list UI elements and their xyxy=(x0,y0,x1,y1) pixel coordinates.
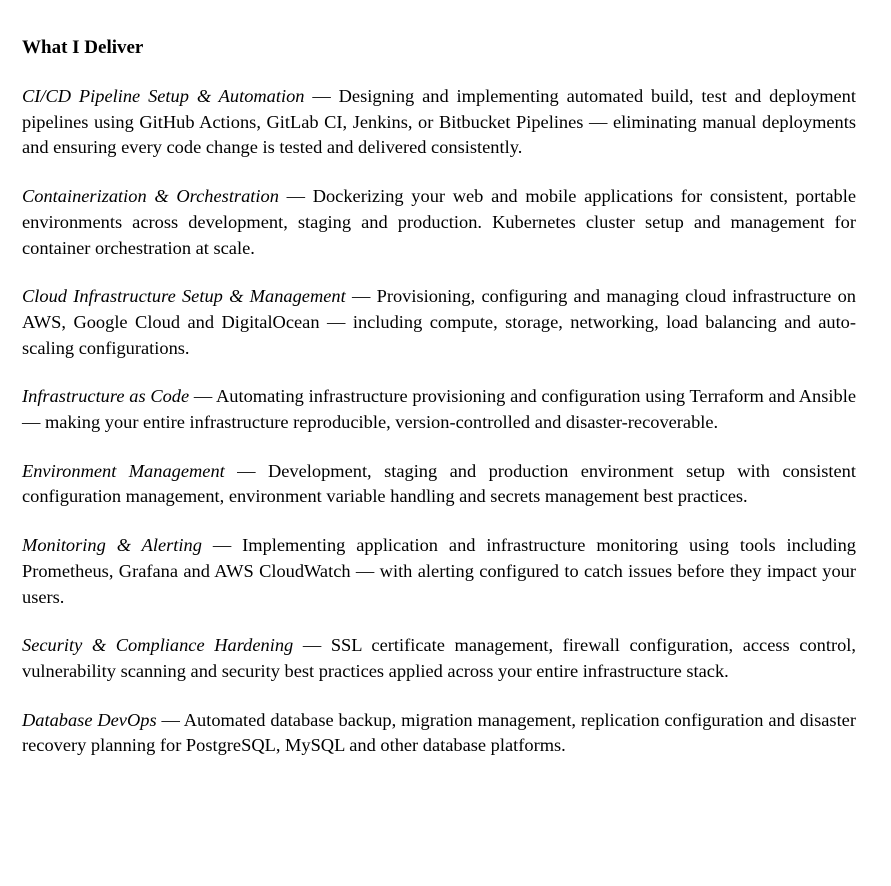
service-paragraph-database-devops xyxy=(22,708,856,759)
service-term: CI/CD Pipeline Setup & Automation xyxy=(22,86,305,106)
service-description: — Automating infrastructure provisioning and configuration using Terraform and Ansible — making your entire infrastructure reproducible, version-controlled and disaster-recoverable. xyxy=(22,386,856,433)
service-paragraph-environment-management xyxy=(22,459,856,510)
service-paragraph-cicd xyxy=(22,84,856,161)
service-description: — Provisioning, configuring and managing cloud infrastructure on AWS, Google Cloud and DigitalOcean — including compute, storage, networking, load balancing and auto-scaling configurations. xyxy=(22,286,856,358)
service-description: — Designing and implementing automated build, test and deployment pipelines using GitHub Actions, GitLab CI, Jenkins, or Bitbucket Pipelines — eliminating manual deployments and ensuring every code change is tested and delivered consistently. xyxy=(22,86,856,158)
service-description: — Development, staging and production environment setup with consistent configuration management, environment variable handling and secrets management best practices. xyxy=(22,460,856,507)
service-term: Cloud Infrastructure Setup & Management xyxy=(22,286,346,307)
page-title: What I Deliver xyxy=(22,37,144,58)
service-description: — Implementing application and infrastructure monitoring using tools including Prometheus, Grafana and AWS CloudWatch — with alerting configured to catch issues before they impact your users. xyxy=(22,535,856,607)
service-term: Environment Management xyxy=(22,460,225,481)
service-term: Database DevOps xyxy=(22,709,157,730)
service-term: Security & Compliance Hardening xyxy=(22,635,294,656)
service-paragraph-security-compliance xyxy=(22,633,856,684)
service-paragraph-cloud-infrastructure xyxy=(22,284,856,361)
service-term: Containerization & Orchestration xyxy=(22,186,279,207)
service-term: Monitoring & Alerting xyxy=(22,535,202,556)
service-paragraph-containerization xyxy=(22,184,856,261)
service-description: — Automated database backup, migration management, replication configuration and disaster recovery planning for PostgreSQL, MySQL and other database platforms. xyxy=(22,709,856,756)
service-description: — SSL certificate management, firewall configuration, access control, vulnerability scanning and security best practices applied across your entire infrastructure stack. xyxy=(22,635,856,681)
service-description: — Dockerizing your web and mobile applications for consistent, portable environments across development, staging and production. Kubernetes cluster setup and management for container orchestration at scale. xyxy=(22,186,856,258)
service-term: Infrastructure as Code xyxy=(22,386,190,407)
service-paragraph-monitoring-alerting xyxy=(22,533,856,610)
service-paragraph-infrastructure-as-code xyxy=(22,384,856,435)
